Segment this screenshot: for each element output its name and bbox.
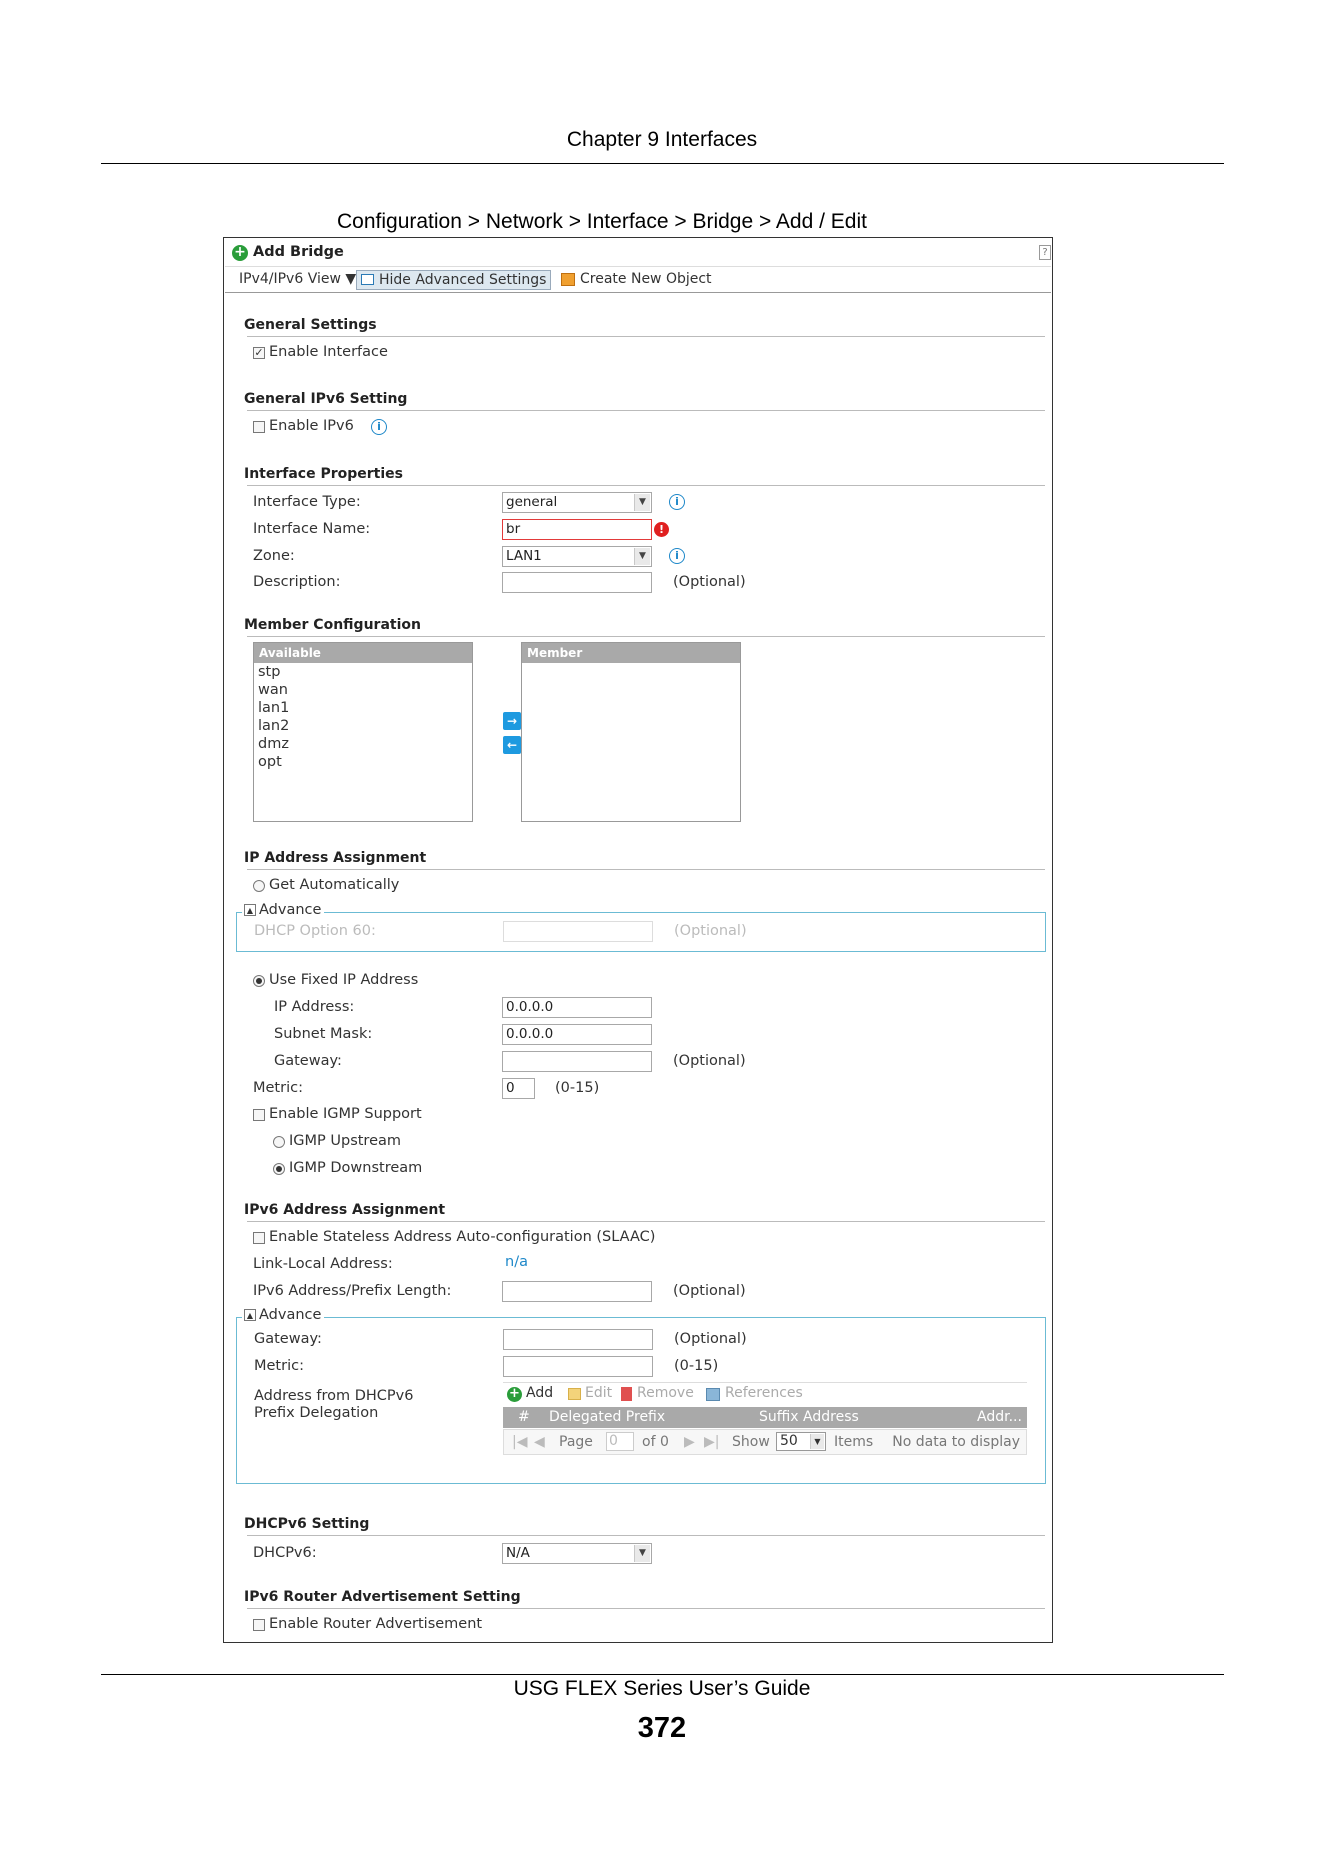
page-size-select[interactable] xyxy=(776,1432,826,1451)
advance-label: Advance xyxy=(259,902,322,918)
interface-name-input[interactable]: br xyxy=(502,519,652,540)
igmp-upstream-label: IGMP Upstream xyxy=(289,1133,402,1149)
ipv6-address-assignment-heading: IPv6 Address Assignment xyxy=(244,1202,446,1218)
create-new-object-button[interactable]: Create New Object xyxy=(580,271,712,287)
available-list-item[interactable]: wan xyxy=(258,682,288,698)
footer-guide-title: USG FLEX Series User’s Guide xyxy=(513,1677,811,1700)
section-divider xyxy=(247,336,1045,337)
page-label: Page xyxy=(559,1434,593,1450)
link-local-value: n/a xyxy=(505,1254,528,1270)
remove-button[interactable]: Remove xyxy=(637,1385,694,1401)
enable-slaac-checkbox[interactable] xyxy=(253,1232,265,1244)
prefix-delegation-label: Address from DHCPv6 Prefix Delegation xyxy=(254,1388,414,1421)
interface-type-value: general xyxy=(506,494,558,510)
enable-igmp-checkbox[interactable] xyxy=(253,1109,265,1121)
add-bridge-window xyxy=(223,237,1053,1643)
section-divider xyxy=(247,1221,1045,1222)
chevron-down-icon: ▼ xyxy=(810,1434,824,1449)
description-label: Description: xyxy=(253,574,341,590)
delegation-table-header xyxy=(503,1407,1027,1428)
first-page-icon[interactable]: |◀ xyxy=(512,1434,528,1450)
dhcpv6-setting-heading: DHCPv6 Setting xyxy=(244,1516,370,1532)
ipv4-ipv6-view-dropdown[interactable]: IPv4/IPv6 View ▼ xyxy=(239,271,357,287)
window-icon xyxy=(361,274,374,285)
next-page-icon[interactable]: ▶ xyxy=(684,1434,695,1450)
ipv6-prefix-input[interactable] xyxy=(502,1281,652,1302)
available-items xyxy=(254,663,472,771)
ip-address-label: IP Address: xyxy=(274,999,355,1015)
info-icon[interactable]: i xyxy=(371,419,387,435)
gateway-optional-note: (Optional) xyxy=(673,1053,746,1069)
ipv6-gateway-input[interactable] xyxy=(503,1329,653,1350)
enable-interface-label: Enable Interface xyxy=(269,344,388,360)
ipv6-prefix-optional-note: (Optional) xyxy=(673,1283,746,1299)
available-list-item[interactable]: lan1 xyxy=(258,700,290,716)
advance-toggle[interactable] xyxy=(242,1307,324,1323)
ipv6-metric-label: Metric: xyxy=(254,1358,304,1374)
info-icon[interactable]: i xyxy=(669,548,685,564)
column-suffix-address[interactable]: Suffix Address xyxy=(759,1409,859,1425)
get-automatically-label: Get Automatically xyxy=(269,877,400,893)
zone-select[interactable] xyxy=(502,546,652,567)
info-icon[interactable]: i xyxy=(669,494,685,510)
ipv6-prefix-label: IPv6 Address/Prefix Length: xyxy=(253,1283,452,1299)
advance-toggle[interactable] xyxy=(242,902,324,918)
title-divider xyxy=(225,266,1051,267)
move-left-button[interactable]: ← xyxy=(503,736,521,754)
references-icon xyxy=(706,1388,720,1401)
link-local-label: Link-Local Address: xyxy=(253,1256,393,1272)
enable-router-advertisement-label: Enable Router Advertisement xyxy=(269,1616,483,1632)
ipv6-gateway-label: Gateway: xyxy=(254,1331,322,1347)
show-label: Show xyxy=(732,1434,770,1450)
use-fixed-ip-radio[interactable] xyxy=(253,975,265,987)
metric-input[interactable]: 0 xyxy=(502,1078,535,1099)
advance-box-ipv4 xyxy=(236,902,1046,952)
ipv6-metric-range: (0-15) xyxy=(674,1358,719,1374)
interface-type-select[interactable] xyxy=(502,492,652,513)
available-list-item[interactable]: opt xyxy=(258,754,282,770)
section-divider xyxy=(247,869,1045,870)
dhcpv6-label: DHCPv6: xyxy=(253,1545,317,1561)
advance-box-ipv6 xyxy=(236,1307,1046,1484)
use-fixed-ip-label: Use Fixed IP Address xyxy=(269,972,419,988)
member-configuration-heading: Member Configuration xyxy=(244,617,421,633)
metric-label: Metric: xyxy=(253,1080,303,1096)
metric-range: (0-15) xyxy=(555,1080,600,1096)
interface-type-label: Interface Type: xyxy=(253,494,361,510)
hide-advanced-label: Hide Advanced Settings xyxy=(379,272,547,288)
router-advertisement-heading: IPv6 Router Advertisement Setting xyxy=(244,1589,521,1605)
edit-icon xyxy=(568,1388,581,1400)
dhcpv6-select[interactable] xyxy=(502,1543,652,1564)
add-icon: + xyxy=(232,245,248,261)
create-object-icon xyxy=(561,273,575,286)
trash-icon xyxy=(621,1387,632,1401)
interface-properties-heading: Interface Properties xyxy=(244,466,403,482)
chevron-down-icon: ▼ xyxy=(634,494,650,511)
chapter-header: Chapter 9 Interfaces xyxy=(566,128,758,151)
section-divider xyxy=(247,636,1045,637)
figure-caption: Configuration > Network > Interface > Bridge > Add / Edit xyxy=(337,210,867,233)
page-size-value: 50 xyxy=(780,1433,798,1449)
add-icon: + xyxy=(507,1387,522,1402)
enable-router-advertisement-checkbox[interactable] xyxy=(253,1619,265,1631)
gateway-label: Gateway: xyxy=(274,1053,342,1069)
section-divider xyxy=(247,485,1045,486)
page-input[interactable]: 0 xyxy=(606,1432,634,1451)
enable-ipv6-checkbox[interactable] xyxy=(253,421,265,433)
available-list-item[interactable]: lan2 xyxy=(258,718,290,734)
items-label: Items xyxy=(834,1434,874,1450)
available-list-item[interactable]: stp xyxy=(258,664,281,680)
description-input[interactable] xyxy=(502,572,652,593)
subnet-mask-label: Subnet Mask: xyxy=(274,1026,373,1042)
move-right-button[interactable]: → xyxy=(503,712,521,730)
column-address[interactable]: Addr... xyxy=(977,1409,1022,1425)
help-icon[interactable]: ? xyxy=(1039,245,1051,260)
interface-name-label: Interface Name: xyxy=(253,521,371,537)
edit-button[interactable]: Edit xyxy=(585,1385,613,1401)
enable-igmp-label: Enable IGMP Support xyxy=(269,1106,422,1122)
collapse-icon: ▲ xyxy=(244,1309,256,1321)
ip-address-input[interactable]: 0.0.0.0 xyxy=(502,997,652,1018)
section-divider xyxy=(247,410,1045,411)
ipv6-gateway-optional-note: (Optional) xyxy=(674,1331,747,1347)
footer-divider xyxy=(101,1674,1224,1675)
ip-address-assignment-heading: IP Address Assignment xyxy=(244,850,427,866)
ipv6-metric-input[interactable] xyxy=(503,1356,653,1377)
chevron-down-icon: ▼ xyxy=(634,1545,650,1562)
column-delegated-prefix[interactable]: Delegated Prefix xyxy=(549,1409,666,1425)
member-list[interactable] xyxy=(521,642,741,822)
hide-advanced-settings-button[interactable] xyxy=(356,270,551,290)
header-divider xyxy=(101,163,1224,164)
section-divider xyxy=(247,1535,1045,1536)
igmp-upstream-radio[interactable] xyxy=(273,1136,285,1148)
section-divider xyxy=(247,1608,1045,1609)
delegation-pager xyxy=(503,1429,1027,1455)
subnet-mask-input[interactable]: 0.0.0.0 xyxy=(502,1024,652,1045)
no-data-text: No data to display xyxy=(892,1434,1020,1450)
available-list-header: Available xyxy=(254,643,472,663)
available-list[interactable] xyxy=(253,642,473,822)
enable-slaac-label: Enable Stateless Address Auto-configuration (SLAAC) xyxy=(269,1229,656,1245)
page-count: of 0 xyxy=(642,1434,669,1450)
column-number: # xyxy=(518,1409,530,1425)
dhcp-option-60-label: DHCP Option 60: xyxy=(254,923,376,939)
get-automatically-radio[interactable] xyxy=(253,880,265,892)
chevron-down-icon: ▼ xyxy=(634,548,650,565)
igmp-downstream-label: IGMP Downstream xyxy=(289,1160,423,1176)
igmp-downstream-radio[interactable] xyxy=(273,1163,285,1175)
member-list-header: Member xyxy=(522,643,740,663)
available-list-item[interactable]: dmz xyxy=(258,736,289,752)
zone-value: LAN1 xyxy=(506,548,542,564)
general-ipv6-heading: General IPv6 Setting xyxy=(244,391,408,407)
dhcpv6-value: N/A xyxy=(506,1545,530,1561)
enable-ipv6-label: Enable IPv6 xyxy=(269,418,354,434)
advance-label: Advance xyxy=(259,1307,322,1323)
zone-label: Zone: xyxy=(253,548,295,564)
enable-interface-checkbox[interactable]: ✓ xyxy=(254,346,264,359)
prev-page-icon[interactable]: ◀ xyxy=(534,1434,545,1450)
collapse-icon: ▲ xyxy=(244,904,256,916)
references-button[interactable]: References xyxy=(725,1385,803,1401)
optional-note: (Optional) xyxy=(673,574,746,590)
toolbar-divider xyxy=(225,292,1051,293)
error-icon: ! xyxy=(654,522,669,537)
dhcp-optional-note: (Optional) xyxy=(674,923,747,939)
last-page-icon[interactable]: ▶| xyxy=(704,1434,720,1450)
dhcp-option-60-input[interactable] xyxy=(503,921,653,942)
gateway-input[interactable] xyxy=(502,1051,652,1072)
general-settings-heading: General Settings xyxy=(244,317,377,333)
window-title: Add Bridge xyxy=(253,244,344,260)
add-button[interactable]: Add xyxy=(526,1385,554,1401)
page-number: 372 xyxy=(637,1712,687,1744)
